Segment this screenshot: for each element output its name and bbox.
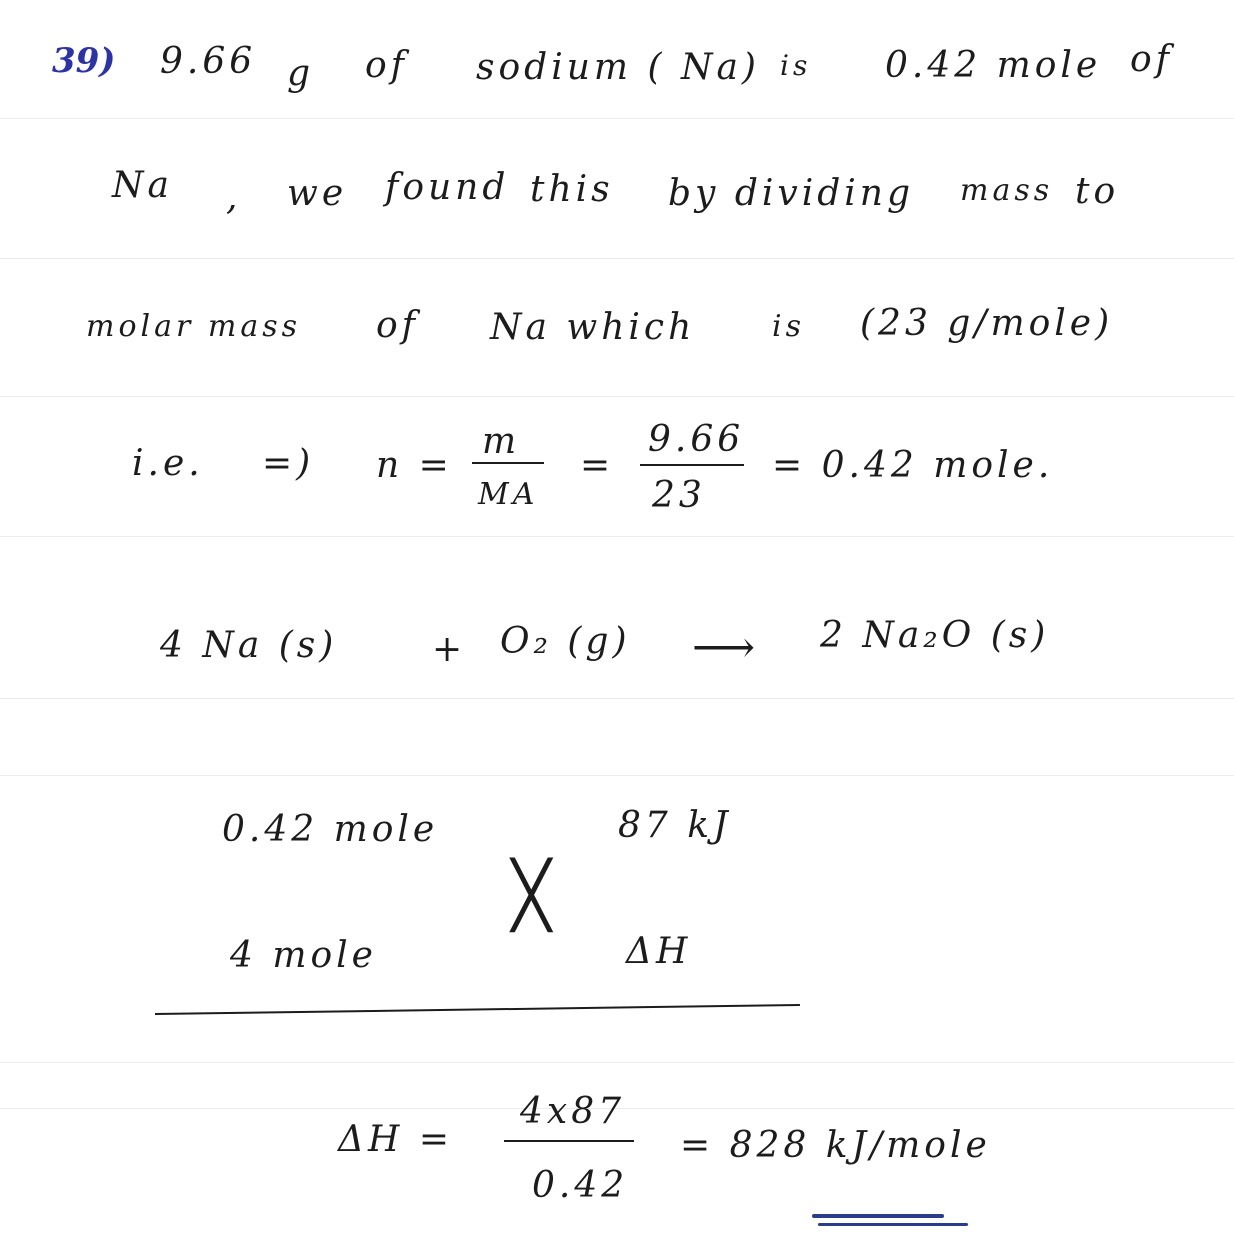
word-mass: mass	[960, 173, 1054, 208]
final-answer: = 828 kJ/mole	[680, 1125, 991, 1166]
word-of-2: of	[1130, 39, 1173, 80]
reactant-sodium: 4 Na (s)	[160, 625, 338, 666]
ruled-line	[0, 258, 1234, 259]
delta-h-label: ΔH =	[338, 1119, 453, 1160]
na-symbol: Na	[112, 165, 173, 206]
proportion-top-right: 87 kJ	[618, 805, 732, 846]
fraction-numerator-mass: 9.66	[648, 419, 745, 460]
word-is: is	[780, 49, 812, 82]
word-of-3: of	[376, 305, 419, 346]
word-of: of	[365, 45, 408, 86]
fraction-denominator-ma: MA	[478, 477, 539, 512]
plus-sign: +	[432, 629, 467, 670]
molar-mass-label: molar mass	[86, 309, 301, 344]
final-numerator: 4x87	[520, 1091, 626, 1132]
cross-multiply-icon: ╳	[512, 859, 551, 933]
molar-mass-value: (23 g/mole)	[860, 303, 1114, 344]
reactant-oxygen: O₂ (g)	[500, 621, 631, 662]
fraction-denominator-23: 23	[652, 475, 706, 516]
na-which: Na which	[490, 307, 696, 348]
ruled-line	[0, 536, 1234, 537]
word-is-2: is	[772, 309, 805, 344]
product-sodium-oxide: 2 Na₂O (s)	[820, 615, 1050, 656]
moles-value: 0.42 mole	[885, 45, 1102, 86]
word-we: we	[287, 173, 348, 214]
final-denominator: 0.42	[532, 1165, 629, 1206]
ruled-line	[0, 698, 1234, 699]
n-equals: n =	[376, 445, 453, 486]
equals-sign: =	[580, 445, 615, 486]
fraction-numerator-m: m	[482, 421, 521, 462]
comma: ,	[226, 177, 242, 218]
final-fraction-bar	[504, 1140, 634, 1142]
proportion-bottom-left: 4 mole	[230, 935, 377, 976]
implies-symbol: =)	[262, 443, 315, 484]
word-by-dividing: by dividing	[668, 173, 915, 214]
fraction-bar	[472, 462, 544, 464]
ruled-line	[0, 118, 1234, 119]
question-number: 39)	[52, 41, 116, 81]
moles-result: = 0.42 mole.	[772, 445, 1054, 486]
ruled-line	[0, 1062, 1234, 1063]
word-to: to	[1075, 171, 1120, 212]
word-this: this	[530, 169, 614, 210]
answer-underline	[812, 1214, 944, 1218]
gram-unit: g	[287, 53, 315, 94]
reaction-arrow: ⟶	[692, 622, 760, 673]
word-found: found	[385, 167, 510, 208]
proportion-top-left: 0.42 mole	[222, 809, 439, 850]
mass-value: 9.66	[160, 41, 257, 82]
sodium-label: sodium ( Na)	[476, 47, 760, 88]
ruled-line	[0, 396, 1234, 397]
ie-label: i.e.	[132, 443, 204, 484]
answer-underline-2	[818, 1223, 968, 1226]
fraction-bar-2	[640, 464, 744, 466]
ruled-line	[0, 775, 1234, 776]
proportion-bottom-right: ΔH	[626, 931, 692, 972]
separator-line	[155, 1004, 800, 1015]
